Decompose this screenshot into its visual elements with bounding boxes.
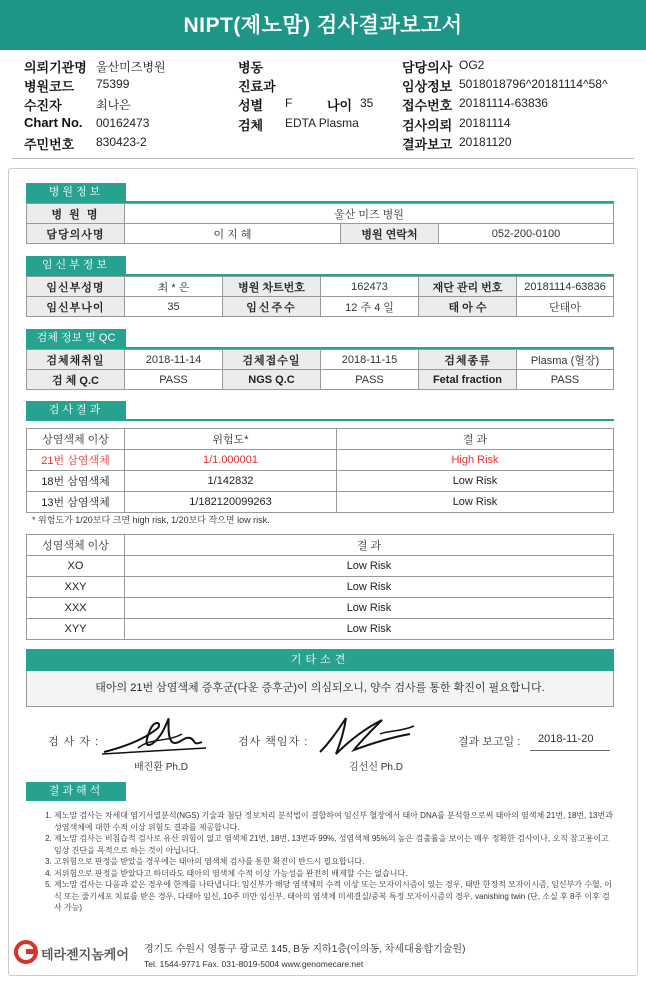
company-contact: Tel. 1544-9771 Fax. 031-8019-5004 www.genomecare.net bbox=[144, 959, 364, 969]
fetal-fraction-label: Fetal fraction bbox=[419, 370, 517, 390]
pregnant-name-label: 임신부성명 bbox=[27, 277, 125, 297]
sex-chromosome-result: Low Risk bbox=[125, 577, 614, 598]
autosome-risk: 1/182120099263 bbox=[125, 492, 337, 513]
hospital-contact: 052-200-0100 bbox=[439, 224, 614, 244]
table-row bbox=[27, 556, 614, 577]
fetus-count: 단태아 bbox=[517, 297, 614, 317]
specimen-type-label: 검체종류 bbox=[419, 350, 517, 370]
collect-date-label: 검체채취일 bbox=[27, 350, 125, 370]
specimen-qc-label: 검 체 Q.C bbox=[27, 370, 125, 390]
hospital-contact-label: 병원 연락처 bbox=[341, 224, 439, 244]
report-date: 2018-11-20 bbox=[538, 733, 594, 745]
receive-date: 2018-11-15 bbox=[321, 350, 419, 370]
company-logo bbox=[14, 936, 144, 970]
chart-number-label: 병원 차트번호 bbox=[223, 277, 321, 297]
foundation-number: 20181114-63836 bbox=[517, 277, 614, 297]
hospital-section-tab: 병원정보 bbox=[26, 183, 126, 202]
col-sex-chromosome: 성염색체 이상 bbox=[27, 535, 125, 556]
autosome-risk: 1/1.000001 bbox=[125, 450, 337, 471]
autosome-result: Low Risk bbox=[337, 492, 614, 513]
sex-chromosome-result: Low Risk bbox=[125, 598, 614, 619]
list-item: 1. 제노맘 검사는 차세대 염기서열분석(NGS) 기술과 첨단 정보처리 분석법이 결합하여 임신부 혈장에서 태아 DNA를 분석함으로써 태아의 염색체 21번, 18번, 13번과 성염색체에 대한 수적 이상 위험도 결과를 제공합니다. bbox=[54, 810, 614, 833]
autosome-result: High Risk bbox=[337, 450, 614, 471]
specimen-qc: PASS bbox=[125, 370, 223, 390]
specimen-type: Plasma (혈장) bbox=[517, 350, 614, 370]
report-title: NIPT(제노맘) 검사결과보고서 bbox=[0, 0, 646, 50]
sex-chromosome-result: Low Risk bbox=[125, 556, 614, 577]
section-rule bbox=[26, 419, 614, 421]
interpretation-tab: 결과해석 bbox=[26, 782, 126, 801]
specimen-section-tab: 검체 정보 및 QC bbox=[26, 329, 126, 348]
table-row bbox=[27, 577, 614, 598]
specimen-table bbox=[26, 349, 614, 390]
autosome-name: 13번 삼염색체 bbox=[27, 492, 125, 513]
gestation-label: 임신주수 bbox=[223, 297, 321, 317]
interpretation-list bbox=[44, 810, 614, 914]
gestation-weeks: 12 주 4 일 bbox=[321, 297, 419, 317]
table-row bbox=[27, 471, 614, 492]
table-row bbox=[27, 598, 614, 619]
collect-date: 2018-11-14 bbox=[125, 350, 223, 370]
tester-signature bbox=[98, 708, 210, 760]
hospital-table bbox=[26, 203, 614, 244]
other-findings-heading: 기타소견 bbox=[26, 649, 614, 671]
hospital-name-label: 병 원 명 bbox=[27, 204, 125, 224]
report-date-label: 결과 보고일 : bbox=[458, 736, 521, 748]
foundation-number-label: 재단 관리 번호 bbox=[419, 277, 517, 297]
ngs-qc-label: NGS Q.C bbox=[223, 370, 321, 390]
date-underline bbox=[530, 750, 610, 751]
sex-chromosome-name: XO bbox=[27, 556, 125, 577]
receive-date-label: 검체접수일 bbox=[223, 350, 321, 370]
list-item: 4. 저위험으로 판정을 받았다고 하더라도 태아의 염색체 수적 이상 가능성을 완전히 배제할 수는 없습니다. bbox=[54, 868, 614, 880]
sex-chromosome-name: XYY bbox=[27, 619, 125, 640]
other-findings-text: 태아의 21번 삼염색체 증후군(다운 증후군)이 의심되오니, 양수 검사를 통한 확진이 필요합니다. bbox=[26, 671, 614, 707]
manager-label: 검사 책임자 : bbox=[238, 736, 309, 748]
logo-icon bbox=[14, 940, 38, 964]
tester-name: 배진환 Ph.D bbox=[134, 762, 188, 773]
col-risk: 위험도* bbox=[125, 429, 337, 450]
pregnant-name: 최 * 은 bbox=[125, 277, 223, 297]
header-divider bbox=[12, 158, 634, 159]
doctor-name: 이 지 혜 bbox=[125, 224, 341, 244]
col-autosome: 상염색체 이상 bbox=[27, 429, 125, 450]
autosome-name: 18번 삼염색체 bbox=[27, 471, 125, 492]
autosome-table bbox=[26, 428, 614, 513]
hospital-name: 울산 미즈 병원 bbox=[125, 204, 614, 224]
ngs-qc: PASS bbox=[321, 370, 419, 390]
manager-signature bbox=[310, 710, 422, 760]
list-item: 5. 제노맘 검사는 다음과 같은 경우에 한계를 나타냅니다: 임신부가 해당 염색체의 수적 이상 또는 모자이시즘이 있는 경우, 태반 한정적 모자이시즘, 임신부가 수혈, 이식 또는 줄기세포 치료를 받은 경우, 다태아 임신, 10주 미만 임신부, 태아의 염색체 미세결실/중복 특정 모자이시즘의 경우, vanishing twin (단, 소실 후 8주 이후 검사 가능) bbox=[54, 879, 614, 914]
logo-text: 테라젠지놈케어 bbox=[41, 947, 129, 962]
result-section-tab: 검사결과 bbox=[26, 401, 126, 420]
list-item: 2. 제노맘 검사는 비침습적 검사로 유산 위험이 없고 염색체 21번, 18번, 13번과 99%, 성염색체 95%의 높은 검출률을 보이는 매우 정확한 검사이나, 오직 참고용이고 임상 진단을 목적으로 하는 것이 아닙니다. bbox=[54, 833, 614, 856]
pregnant-table bbox=[26, 276, 614, 317]
risk-footnote: * 위험도가 1/20보다 크면 high risk, 1/20보다 작으면 low risk. bbox=[32, 515, 270, 525]
fetus-count-label: 태 아 수 bbox=[419, 297, 517, 317]
table-row bbox=[27, 619, 614, 640]
fetal-fraction: PASS bbox=[517, 370, 614, 390]
sex-chromosome-name: XXX bbox=[27, 598, 125, 619]
tester-label: 검 사 자 : bbox=[48, 736, 100, 748]
table-row bbox=[27, 450, 614, 471]
autosome-name: 21번 삼염색체 bbox=[27, 450, 125, 471]
sex-chromosome-table bbox=[26, 534, 614, 640]
pregnant-age-label: 임신부나이 bbox=[27, 297, 125, 317]
pregnant-age: 35 bbox=[125, 297, 223, 317]
col-sex-result: 결 과 bbox=[125, 535, 614, 556]
chart-number: 162473 bbox=[321, 277, 419, 297]
sex-chromosome-result: Low Risk bbox=[125, 619, 614, 640]
sex-chromosome-name: XXY bbox=[27, 577, 125, 598]
company-address: 경기도 수원시 영통구 광교로 145, B동 지하1층(이의동, 차세대융합기술원) bbox=[144, 944, 466, 955]
pregnant-section-tab: 임신부정보 bbox=[26, 256, 126, 275]
autosome-risk: 1/142832 bbox=[125, 471, 337, 492]
doctor-name-label: 담당의사명 bbox=[27, 224, 125, 244]
list-item: 3. 고위험으로 판정을 받았을 경우에는 태아의 염색체 검사를 통한 확진이 반드시 필요합니다. bbox=[54, 856, 614, 868]
col-result: 결 과 bbox=[337, 429, 614, 450]
table-row bbox=[27, 492, 614, 513]
manager-name: 김선신 Ph.D bbox=[349, 762, 403, 773]
autosome-result: Low Risk bbox=[337, 471, 614, 492]
